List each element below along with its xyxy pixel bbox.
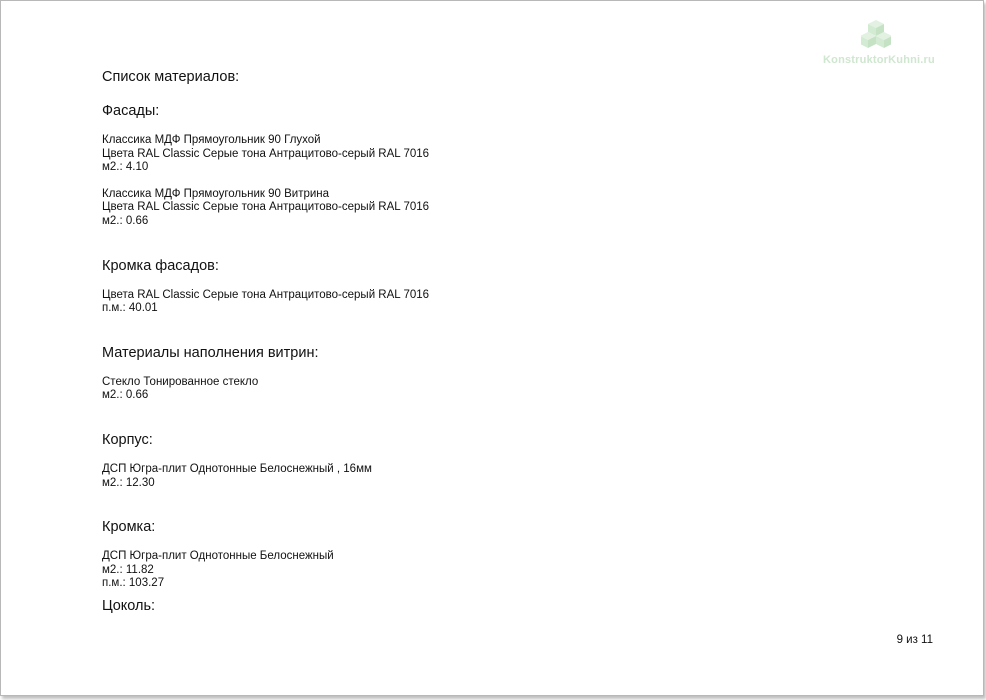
item-line: п.м.: 103.27 (102, 577, 165, 590)
item-line: Классика МДФ Прямоугольник 90 Глухой (102, 134, 321, 146)
list-item (102, 376, 822, 403)
item-line: п.м.: 40.01 (102, 302, 158, 315)
item-line: Цвета RAL Classic Серые тона Антрацитово-серый RAL 7016 (102, 201, 430, 214)
section-heading-facades: Фасады: (102, 103, 160, 119)
list-item (102, 188, 822, 229)
item-line: м2.: 12.30 (102, 476, 155, 489)
list-item (102, 463, 822, 490)
list-item (102, 289, 822, 316)
item-line: ДСП Югра-плит Однотонные Белоснежный (102, 550, 334, 563)
item-line: м2.: 4.10 (102, 161, 149, 174)
materials-list (102, 69, 822, 615)
list-item (102, 550, 822, 591)
item-line: Цвета RAL Classic Серые тона Антрацитово-серый RAL 7016 (102, 288, 430, 301)
section-heading-facade-edging: Кромка фасадов: (102, 257, 219, 274)
item-line: Классика МДФ Прямоугольник 90 Витрина (102, 187, 330, 200)
item-line: м2.: 0.66 (102, 214, 149, 227)
item-line: м2.: 0.66 (102, 389, 149, 402)
item-line: Стекло Тонированное стекло (102, 375, 259, 388)
section-heading-showcase-materials: Материалы наполнения витрин: (102, 344, 319, 361)
cubes-icon (861, 19, 891, 49)
logo-text: KonstruktorKuhni.ru (823, 54, 935, 66)
item-line: ДСП Югра-плит Однотонные Белоснежный , 16мм (102, 462, 372, 475)
list-item (102, 134, 822, 175)
section-heading-edging: Кромка: (102, 519, 156, 536)
section-heading-carcass: Корпус: (102, 431, 153, 448)
page-title: Список материалов: (102, 69, 240, 85)
logo (819, 19, 939, 71)
section-heading-plinth: Цоколь: (102, 597, 156, 614)
page-number: 9 из 11 (896, 634, 933, 646)
item-line: м2.: 11.82 (102, 563, 154, 576)
item-line: Цвета RAL Classic Серые тона Антрацитово-серый RAL 7016 (102, 147, 430, 160)
